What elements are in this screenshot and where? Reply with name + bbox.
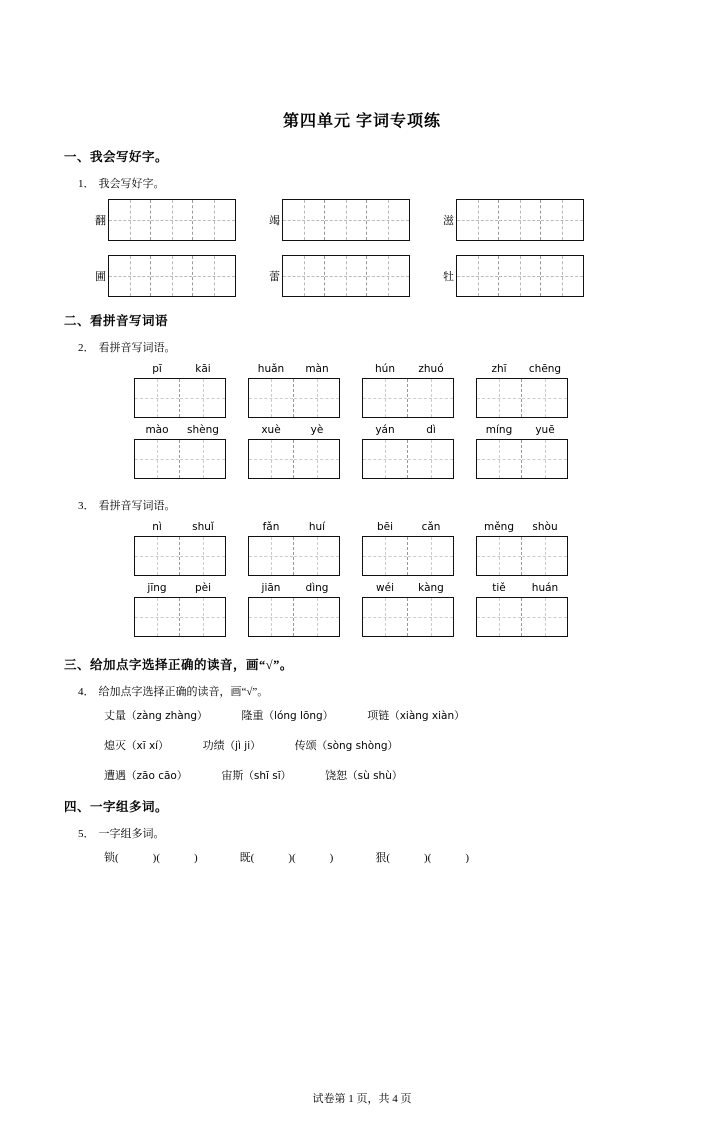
section-heading-1: 一、我会写好字。: [64, 150, 169, 164]
writing-grid-row: [64, 199, 660, 241]
pinyin-syllable: huí: [308, 521, 326, 533]
choice-options[interactable]: （sù shù）: [347, 770, 403, 782]
pinyin-syllable: jīng: [147, 582, 167, 594]
pinyin-group: [134, 521, 226, 576]
choice-options[interactable]: （zàng zhàng）: [126, 710, 208, 722]
pinyin-syllable: dìng: [305, 582, 329, 594]
pinyin-syllables: [476, 363, 568, 375]
answer-boxes[interactable]: [134, 439, 226, 479]
answer-boxes[interactable]: [362, 439, 454, 479]
pinyin-syllables: [134, 363, 226, 375]
page-title: 第四单元 字词专项练: [282, 113, 441, 130]
char-label: 滋: [443, 215, 454, 227]
pinyin-syllable: bēi: [376, 521, 394, 533]
answer-boxes[interactable]: [476, 439, 568, 479]
question-3: [64, 497, 660, 513]
pinyin-syllable: fǎn: [262, 521, 280, 533]
char-block: [264, 199, 410, 241]
char-label: 竭: [269, 215, 280, 227]
page-footer: 试卷第 1 页，共 4 页: [312, 1093, 412, 1105]
grid-cell[interactable]: [363, 440, 408, 478]
question-1: [64, 175, 660, 191]
question-1-number: 1．: [78, 178, 95, 190]
document-page: [0, 108, 724, 1132]
pinyin-syllable: huán: [531, 582, 559, 594]
pinyin-group: [248, 424, 340, 479]
word-building-char: 锁: [104, 852, 115, 864]
pinyin-group: [362, 424, 454, 479]
char-label: 圃: [95, 271, 106, 283]
pinyin-group: [134, 363, 226, 418]
pinyin-syllable: wéi: [376, 582, 394, 594]
pinyin-syllables: [134, 424, 226, 436]
grid-cell[interactable]: [283, 200, 325, 240]
grid-cell[interactable]: [151, 256, 193, 296]
pinyin-syllable: mào: [145, 424, 169, 436]
grid-cell[interactable]: [294, 598, 339, 636]
pinyin-syllable: dì: [426, 424, 436, 436]
choice-row: [64, 767, 660, 783]
grid-cell[interactable]: [457, 256, 499, 296]
pinyin-syllable: jiān: [261, 582, 281, 594]
tianzige-grid[interactable]: [282, 199, 410, 241]
choice-word: 丈量: [104, 710, 126, 722]
grid-cell[interactable]: [541, 256, 583, 296]
pinyin-row: [64, 363, 660, 418]
grid-cell[interactable]: [180, 598, 225, 636]
pinyin-syllables: [134, 521, 226, 533]
pinyin-group: [362, 521, 454, 576]
grid-cell[interactable]: [249, 537, 294, 575]
grid-cell[interactable]: [135, 379, 180, 417]
choice-options[interactable]: （shī sī）: [243, 770, 292, 782]
choice-item[interactable]: [295, 737, 398, 753]
grid-cell[interactable]: [363, 537, 408, 575]
choice-item[interactable]: [367, 707, 464, 723]
pinyin-group: [248, 363, 340, 418]
choice-word: 遭遇: [104, 770, 126, 782]
char-label: 蕾: [269, 271, 280, 283]
choice-item[interactable]: [104, 767, 187, 783]
char-block: [90, 199, 236, 241]
grid-cell[interactable]: [541, 200, 583, 240]
grid-cell[interactable]: [135, 440, 180, 478]
question-3-text: 看拼音写词语。: [98, 500, 176, 512]
pinyin-group: [248, 582, 340, 637]
pinyin-syllable: pī: [152, 363, 162, 375]
char-block: [90, 255, 236, 297]
question-5: [64, 825, 660, 841]
grid-cell[interactable]: [477, 440, 522, 478]
pinyin-syllables: [476, 424, 568, 436]
grid-cell[interactable]: [367, 256, 409, 296]
grid-cell[interactable]: [408, 379, 453, 417]
choice-word: 功绩: [202, 740, 225, 752]
choice-item[interactable]: [203, 737, 261, 753]
choice-options[interactable]: （sòng shòng）: [316, 740, 399, 752]
writing-grid-row: [64, 255, 660, 297]
answer-boxes[interactable]: [476, 597, 568, 637]
choice-word: 熄灭: [104, 740, 126, 752]
pinyin-group: [134, 582, 226, 637]
pinyin-syllables: [134, 582, 226, 594]
grid-cell[interactable]: [193, 200, 235, 240]
pinyin-syllables: [248, 582, 340, 594]
pinyin-syllable: chēng: [528, 363, 562, 375]
pinyin-group: [362, 582, 454, 637]
grid-cell[interactable]: [477, 537, 522, 575]
choice-options[interactable]: （jì ji）: [224, 740, 261, 752]
question-4-number: 4．: [78, 686, 95, 698]
grid-cell[interactable]: [135, 537, 180, 575]
pinyin-syllable: zhuó: [418, 363, 444, 375]
grid-cell[interactable]: [249, 379, 294, 417]
grid-cell[interactable]: [522, 537, 567, 575]
choice-row: [64, 737, 660, 753]
grid-cell[interactable]: [325, 256, 367, 296]
tianzige-grid[interactable]: [108, 199, 236, 241]
pinyin-syllable: shèng: [187, 424, 219, 436]
question-3-number: 3．: [78, 500, 95, 512]
pinyin-group: [134, 424, 226, 479]
word-building-item[interactable]: 锁( )( ): [104, 852, 198, 864]
pinyin-syllable: shòu: [532, 521, 558, 533]
answer-boxes[interactable]: [476, 536, 568, 576]
grid-cell[interactable]: [283, 256, 325, 296]
question-2-number: 2．: [78, 342, 95, 354]
grid-cell[interactable]: [180, 440, 225, 478]
pinyin-syllable: huǎn: [257, 363, 285, 375]
grid-cell[interactable]: [151, 200, 193, 240]
pinyin-syllable: zhī: [491, 363, 507, 375]
char-block: [438, 199, 584, 241]
grid-cell[interactable]: [522, 598, 567, 636]
word-building-item[interactable]: 狠( )( ): [375, 852, 470, 864]
section-heading-4: 四、一字组多词。: [64, 800, 169, 814]
pinyin-row: [64, 521, 660, 576]
answer-boxes[interactable]: [362, 378, 454, 418]
pinyin-syllable: kāi: [195, 363, 211, 375]
answer-boxes[interactable]: [248, 439, 340, 479]
pinyin-syllables: [476, 582, 568, 594]
pinyin-group: [476, 363, 568, 418]
question-5-number: 5．: [78, 828, 95, 840]
choice-item[interactable]: [104, 707, 208, 723]
grid-cell[interactable]: [249, 598, 294, 636]
pinyin-group: [476, 424, 568, 479]
choice-item[interactable]: [104, 737, 169, 753]
grid-cell[interactable]: [135, 598, 180, 636]
question-5-text: 一字组多词。: [98, 828, 165, 840]
pinyin-syllables: [362, 582, 454, 594]
answer-boxes[interactable]: [134, 597, 226, 637]
pinyin-syllable: cǎn: [421, 521, 441, 533]
grid-cell[interactable]: [363, 598, 408, 636]
tianzige-grid[interactable]: [456, 199, 584, 241]
answer-boxes[interactable]: [248, 378, 340, 418]
char-block: [438, 255, 584, 297]
question-4-text: 给加点字选择正确的读音，画“√”。: [98, 686, 269, 698]
choice-row: [64, 707, 660, 723]
pinyin-syllable: shuǐ: [192, 521, 214, 533]
grid-cell[interactable]: [408, 440, 453, 478]
word-building-char: 既: [239, 852, 251, 864]
pinyin-group: [362, 363, 454, 418]
word-building-row: [64, 849, 660, 865]
grid-cell[interactable]: [477, 379, 522, 417]
pinyin-syllable: pèi: [194, 582, 212, 594]
grid-cell[interactable]: [522, 379, 567, 417]
grid-cell[interactable]: [477, 598, 522, 636]
pinyin-syllables: [362, 521, 454, 533]
grid-cell[interactable]: [325, 200, 367, 240]
word-building-char: 狠: [375, 852, 387, 864]
pinyin-syllable: xuè: [261, 424, 281, 436]
pinyin-syllable: yán: [375, 424, 395, 436]
choice-options[interactable]: （zāo cāo）: [126, 770, 188, 782]
tianzige-grid[interactable]: [108, 255, 236, 297]
char-block: [264, 255, 410, 297]
answer-boxes[interactable]: [476, 378, 568, 418]
choice-word: 隆重: [241, 710, 264, 722]
pinyin-syllable: yuē: [535, 424, 555, 436]
char-label: 牡: [443, 271, 454, 283]
pinyin-syllable: tiě: [492, 582, 506, 594]
choice-item[interactable]: [221, 767, 291, 783]
answer-boxes[interactable]: [248, 597, 340, 637]
pinyin-syllable: míng: [485, 424, 513, 436]
pinyin-syllables: [248, 424, 340, 436]
choice-word: 饶恕: [325, 770, 348, 782]
pinyin-syllables: [476, 521, 568, 533]
char-label: 翻: [95, 215, 106, 227]
question-4: [64, 683, 660, 699]
answer-boxes[interactable]: [362, 536, 454, 576]
answer-boxes[interactable]: [134, 378, 226, 418]
grid-cell[interactable]: [363, 379, 408, 417]
grid-cell[interactable]: [109, 200, 151, 240]
pinyin-syllables: [248, 363, 340, 375]
choice-item[interactable]: [325, 767, 402, 783]
pinyin-group: [476, 521, 568, 576]
choice-word: 宙斯: [221, 770, 244, 782]
question-1-text: 我会写好字。: [98, 178, 165, 190]
section-heading-3: 三、给加点字选择正确的读音，画“√”。: [64, 658, 293, 672]
grid-cell[interactable]: [294, 537, 339, 575]
grid-cell[interactable]: [294, 379, 339, 417]
grid-cell[interactable]: [109, 256, 151, 296]
pinyin-row: [64, 424, 660, 479]
grid-cell[interactable]: [294, 440, 339, 478]
grid-cell[interactable]: [180, 379, 225, 417]
answer-boxes[interactable]: [248, 536, 340, 576]
choice-item[interactable]: [242, 707, 334, 723]
question-2: [64, 339, 660, 355]
pinyin-row: [64, 582, 660, 637]
pinyin-syllable: měng: [483, 521, 514, 533]
grid-cell[interactable]: [193, 256, 235, 296]
pinyin-syllables: [362, 363, 454, 375]
pinyin-group: [476, 582, 568, 637]
grid-cell[interactable]: [499, 200, 541, 240]
pinyin-syllables: [362, 424, 454, 436]
choice-options[interactable]: （lóng lōng）: [263, 710, 334, 722]
pinyin-syllable: kàng: [418, 582, 444, 594]
grid-cell[interactable]: [408, 598, 453, 636]
pinyin-syllables: [248, 521, 340, 533]
choice-word: 传颂: [294, 740, 317, 752]
tianzige-grid[interactable]: [456, 255, 584, 297]
question-2-text: 看拼音写词语。: [98, 342, 176, 354]
tianzige-grid[interactable]: [282, 255, 410, 297]
grid-cell[interactable]: [499, 256, 541, 296]
answer-boxes[interactable]: [362, 597, 454, 637]
word-building-item[interactable]: 既( )( ): [239, 852, 334, 864]
grid-cell[interactable]: [249, 440, 294, 478]
grid-cell[interactable]: [180, 537, 225, 575]
section-heading-2: 二、看拼音写词语: [64, 314, 169, 328]
pinyin-syllable: hún: [375, 363, 395, 375]
pinyin-syllable: yè: [310, 424, 324, 436]
grid-cell[interactable]: [522, 440, 567, 478]
grid-cell[interactable]: [457, 200, 499, 240]
pinyin-group: [248, 521, 340, 576]
grid-cell[interactable]: [367, 200, 409, 240]
pinyin-syllable: nì: [152, 521, 162, 533]
grid-cell[interactable]: [408, 537, 453, 575]
choice-options[interactable]: （xī xí）: [126, 740, 169, 752]
choice-options[interactable]: （xiàng xiàn）: [389, 710, 465, 722]
answer-boxes[interactable]: [134, 536, 226, 576]
choice-word: 项链: [367, 710, 390, 722]
pinyin-syllable: màn: [305, 363, 329, 375]
